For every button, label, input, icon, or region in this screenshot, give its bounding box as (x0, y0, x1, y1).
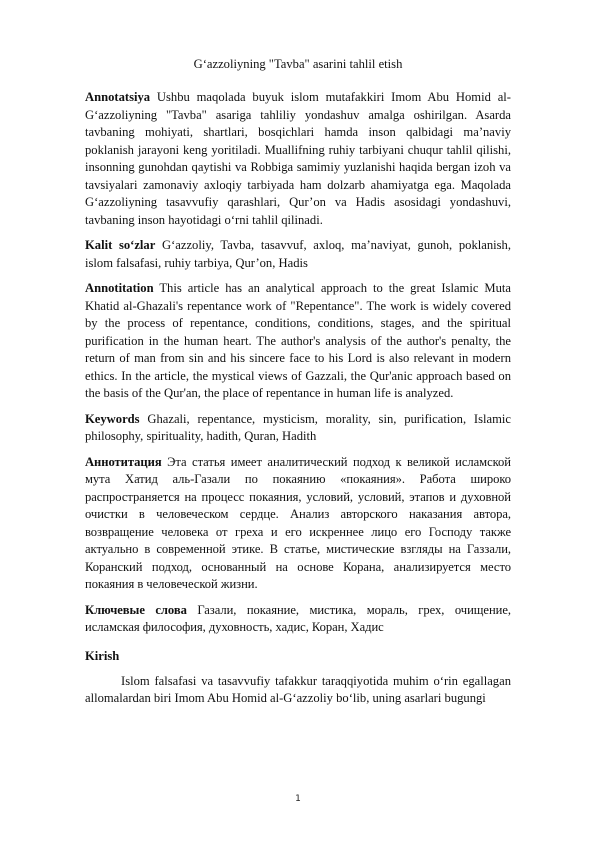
abstract-ru-text: Эта статья имеет аналитический подход к великой исламской мута Хатид аль-Газали по покаянию «покаяния». Работа широко распространяется на процесс покаяния, условий, условий, этапов и духовной очистки в человеческом сердце. Анализ авторского наказания автора, возвращение человека от греха и его искреннее лицо его Господу также актуально в современной этике. В статье, мистические взгляды на Газзали, Коранский подход, основанный на основе Корана, анализируется место покаяния в человеческой жизни. (85, 454, 511, 591)
abstract-uz (85, 89, 511, 229)
keywords-ru (85, 602, 511, 637)
section-heading-introduction: Kirish (85, 648, 120, 663)
keywords-ru-label: Ключевые слова (85, 602, 187, 617)
keywords-en-label: Keywords (85, 411, 140, 426)
keywords-en-text: Ghazali, repentance, mysticism, morality, sin, purification, Islamic philosophy, spirituality, hadith, Quran, Hadith (85, 411, 511, 443)
keywords-ru-text: Газали, покаяние, мистика, мораль, грех, очищение, исламская философия, духовность, хадис, Коран, Хадис (85, 602, 511, 634)
abstract-ru (85, 454, 511, 594)
abstract-uz-label: Annotatsiya (85, 90, 151, 104)
keywords-uz-text: G‘azzoliy, Tavba, tasavvuf, axloq, ma’naviyat, gunoh, poklanish, islom falsafasi, ruhiy tarbiya, Qur’on, Hadis (85, 238, 511, 270)
introduction-paragraph: Islom falsafasi va tasavvufiy tafakkur taraqqiyotida muhim o‘rin egallagan allomalardan biri Imom Abu Homid al-G‘azzoliy bo‘lib, uning asarlari bugungi (85, 673, 511, 705)
page-content (85, 55, 511, 708)
abstract-en (85, 280, 511, 403)
paper-title: G‘azzoliyning "Tavba" asarini tahlil etish (193, 57, 403, 71)
keywords-en (85, 411, 511, 446)
keywords-uz (85, 237, 511, 272)
abstract-en-text: This article has an analytical approach to the great Islamic Muta Khatid al-Ghazali's repentance work of "Repentance". The work is widely covered by the process of repentance, conditions, conditions, stages, and the spiritual purification in the human heart. The author's analysis of the author's penalty, the return of man from sin and his sincere face to his Lord is also relevant in modern ethics. In the article, the mystical views of Gazzali, the Qur'anic approach based on the basis of the Qur'an, the place of repentance in human life is analyzed. (85, 281, 512, 400)
abstract-ru-label: Аннотитация (85, 454, 162, 469)
abstract-uz-text: Ushbu maqolada buyuk islom mutafakkiri Imom Abu Homid al-G‘azzoliyning "Tavba" asariga tahliliy yondashuv amalga oshirilgan. Asarda tavbaning mohiyati, shartlari, bosqichlari hamda inson qalbidagi ma’naviy poklanish jarayoni keng yoritiladi. Muallifning ruhiy tarbiyani chuqur tahlil qilishi, insonning gunohdan qaytishi va Robbiga samimiy yuzlanishi haqida bergan izoh va tavsiyalari zamonaviy axloqiy tarbiyada ham dolzarb ahamiyatga ega. Maqolada G‘azzoliyning tasavvufiy qarashlari, Qur’on va Hadis asosidagi yondashuvi, tavbaning inson hayotidagi o‘rni tahlil qilinadi. (85, 90, 511, 227)
abstract-en-label: Annotitation (85, 281, 154, 295)
page-number: 1 (295, 794, 301, 804)
keywords-uz-label: Kalit so‘zlar (85, 238, 156, 252)
